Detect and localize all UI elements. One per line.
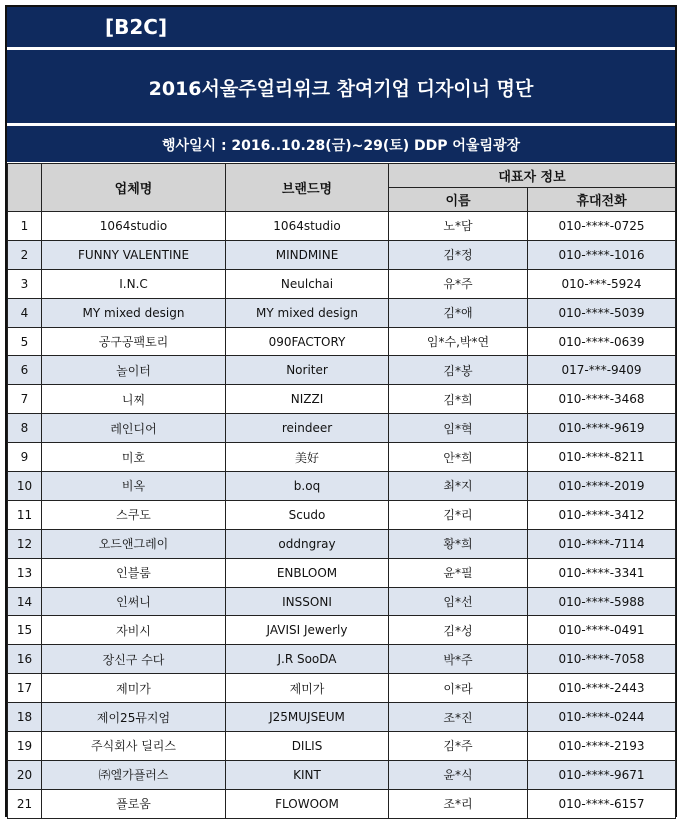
- phone-cell: 010-****-0639: [528, 327, 676, 356]
- event-bar: [7, 126, 675, 162]
- title-bar: [7, 50, 675, 123]
- row-number-cell: 21: [8, 789, 42, 818]
- rep-name-cell: 김*정: [389, 240, 528, 269]
- designer-table: [7, 163, 676, 819]
- brand-cell: INSSONI: [226, 587, 389, 616]
- rep-name-cell: 윤*필: [389, 558, 528, 587]
- company-cell: ㈜엘가플러스: [42, 760, 226, 789]
- row-number-cell: 9: [8, 443, 42, 472]
- rep-name-cell: 최*지: [389, 472, 528, 501]
- document-frame: [5, 5, 677, 817]
- rep-name-cell: 조*리: [389, 789, 528, 818]
- brand-cell: NIZZI: [226, 385, 389, 414]
- company-cell: 놀이터: [42, 356, 226, 385]
- table-row: [8, 269, 676, 298]
- rep-name-cell: 김*성: [389, 616, 528, 645]
- brand-cell: JAVISI Jewerly: [226, 616, 389, 645]
- brand-cell: DILIS: [226, 732, 389, 761]
- row-number-cell: 11: [8, 500, 42, 529]
- phone-cell: 010-****-2443: [528, 674, 676, 703]
- brand-cell: J.R SooDA: [226, 645, 389, 674]
- phone-cell: 010-****-7114: [528, 529, 676, 558]
- rep-name-cell: 이*라: [389, 674, 528, 703]
- phone-cell: 010-****-5039: [528, 298, 676, 327]
- rep-name-cell: 김*봉: [389, 356, 528, 385]
- table-row: [8, 327, 676, 356]
- company-cell: 니찌: [42, 385, 226, 414]
- phone-cell: 010-****-9619: [528, 414, 676, 443]
- phone-cell: 010-****-2193: [528, 732, 676, 761]
- rep-name-cell: 김*희: [389, 385, 528, 414]
- company-cell: 장신구 수다: [42, 645, 226, 674]
- phone-cell: 010-****-7058: [528, 645, 676, 674]
- brand-cell: 제미가: [226, 674, 389, 703]
- rep-name-cell: 임*수,박*연: [389, 327, 528, 356]
- brand-cell: Scudo: [226, 500, 389, 529]
- phone-cell: 010-***-5924: [528, 269, 676, 298]
- table-row: [8, 443, 676, 472]
- rep-name-cell: 노*담: [389, 212, 528, 241]
- row-number-cell: 20: [8, 760, 42, 789]
- table-row: [8, 703, 676, 732]
- rep-name-cell: 김*애: [389, 298, 528, 327]
- phone-cell: 010-****-3412: [528, 500, 676, 529]
- rep-name-cell: 김*리: [389, 500, 528, 529]
- phone-cell: 010-****-3468: [528, 385, 676, 414]
- company-cell: 스쿠도: [42, 500, 226, 529]
- phone-cell: 010-****-2019: [528, 472, 676, 501]
- brand-cell: reindeer: [226, 414, 389, 443]
- header-phone: 휴대전화: [528, 188, 676, 212]
- brand-cell: KINT: [226, 760, 389, 789]
- phone-cell: 010-****-0491: [528, 616, 676, 645]
- rep-name-cell: 임*선: [389, 587, 528, 616]
- row-number-cell: 12: [8, 529, 42, 558]
- rep-name-cell: 박*주: [389, 645, 528, 674]
- row-number-cell: 8: [8, 414, 42, 443]
- brand-cell: Noriter: [226, 356, 389, 385]
- company-cell: I.N.C: [42, 269, 226, 298]
- brand-cell: ENBLOOM: [226, 558, 389, 587]
- brand-cell: MY mixed design: [226, 298, 389, 327]
- company-cell: 자비시: [42, 616, 226, 645]
- phone-cell: 010-****-1016: [528, 240, 676, 269]
- table-row: [8, 558, 676, 587]
- table-row: [8, 529, 676, 558]
- header-number: [8, 164, 42, 212]
- company-cell: 주식회사 딜리스: [42, 732, 226, 761]
- row-number-cell: 15: [8, 616, 42, 645]
- phone-cell: 010-****-0244: [528, 703, 676, 732]
- company-cell: 레인디어: [42, 414, 226, 443]
- phone-cell: 010-****-3341: [528, 558, 676, 587]
- row-number-cell: 1: [8, 212, 42, 241]
- row-number-cell: 16: [8, 645, 42, 674]
- table-row: [8, 240, 676, 269]
- row-number-cell: 5: [8, 327, 42, 356]
- row-number-cell: 18: [8, 703, 42, 732]
- rep-name-cell: 유*주: [389, 269, 528, 298]
- brand-cell: Neulchai: [226, 269, 389, 298]
- company-cell: 오드앤그레이: [42, 529, 226, 558]
- company-cell: 인블룸: [42, 558, 226, 587]
- brand-cell: FLOWOOM: [226, 789, 389, 818]
- table-row: [8, 616, 676, 645]
- phone-cell: 010-****-9671: [528, 760, 676, 789]
- phone-cell: 010-****-6157: [528, 789, 676, 818]
- row-number-cell: 7: [8, 385, 42, 414]
- table-row: [8, 414, 676, 443]
- table-row: [8, 356, 676, 385]
- rep-name-cell: 조*진: [389, 703, 528, 732]
- phone-cell: 010-****-5988: [528, 587, 676, 616]
- row-number-cell: 14: [8, 587, 42, 616]
- header-name: 이름: [389, 188, 528, 212]
- company-cell: 인써니: [42, 587, 226, 616]
- table-row: [8, 298, 676, 327]
- header-brand: 브랜드명: [226, 164, 389, 212]
- event-info: 행사일시 : 2016..10.28(금)~29(토) DDP 어울림광장: [161, 138, 521, 154]
- page-title: 2016서울주얼리위크 참여기업 디자이너 명단: [148, 78, 534, 100]
- row-number-cell: 3: [8, 269, 42, 298]
- rep-name-cell: 윤*식: [389, 760, 528, 789]
- phone-cell: 010-****-0725: [528, 212, 676, 241]
- table-row: [8, 645, 676, 674]
- header-representative: 대표자 정보: [389, 164, 676, 188]
- brand-cell: 1064studio: [226, 212, 389, 241]
- table-row: [8, 500, 676, 529]
- rep-name-cell: 임*혁: [389, 414, 528, 443]
- table-row: [8, 587, 676, 616]
- brand-cell: 美好: [226, 443, 389, 472]
- company-cell: 플로움: [42, 789, 226, 818]
- company-cell: 미호: [42, 443, 226, 472]
- tag-bar: [7, 7, 675, 47]
- rep-name-cell: 안*희: [389, 443, 528, 472]
- rep-name-cell: 황*희: [389, 529, 528, 558]
- phone-cell: 010-****-8211: [528, 443, 676, 472]
- category-tag: [B2C]: [105, 15, 168, 39]
- table-row: [8, 732, 676, 761]
- company-cell: MY mixed design: [42, 298, 226, 327]
- company-cell: 공구공팩토리: [42, 327, 226, 356]
- row-number-cell: 17: [8, 674, 42, 703]
- table-row: [8, 760, 676, 789]
- row-number-cell: 19: [8, 732, 42, 761]
- table-row: [8, 789, 676, 818]
- company-cell: 1064studio: [42, 212, 226, 241]
- row-number-cell: 6: [8, 356, 42, 385]
- row-number-cell: 13: [8, 558, 42, 587]
- row-number-cell: 4: [8, 298, 42, 327]
- brand-cell: MINDMINE: [226, 240, 389, 269]
- brand-cell: oddngray: [226, 529, 389, 558]
- table-row: [8, 674, 676, 703]
- rep-name-cell: 김*주: [389, 732, 528, 761]
- row-number-cell: 10: [8, 472, 42, 501]
- brand-cell: b.oq: [226, 472, 389, 501]
- brand-cell: J25MUJSEUM: [226, 703, 389, 732]
- company-cell: 제이25뮤지엄: [42, 703, 226, 732]
- table-row: [8, 212, 676, 241]
- company-cell: 제미가: [42, 674, 226, 703]
- table-row: [8, 385, 676, 414]
- row-number-cell: 2: [8, 240, 42, 269]
- company-cell: 비옥: [42, 472, 226, 501]
- phone-cell: 017-***-9409: [528, 356, 676, 385]
- header-company: 업체명: [42, 164, 226, 212]
- company-cell: FUNNY VALENTINE: [42, 240, 226, 269]
- brand-cell: 090FACTORY: [226, 327, 389, 356]
- table-row: [8, 472, 676, 501]
